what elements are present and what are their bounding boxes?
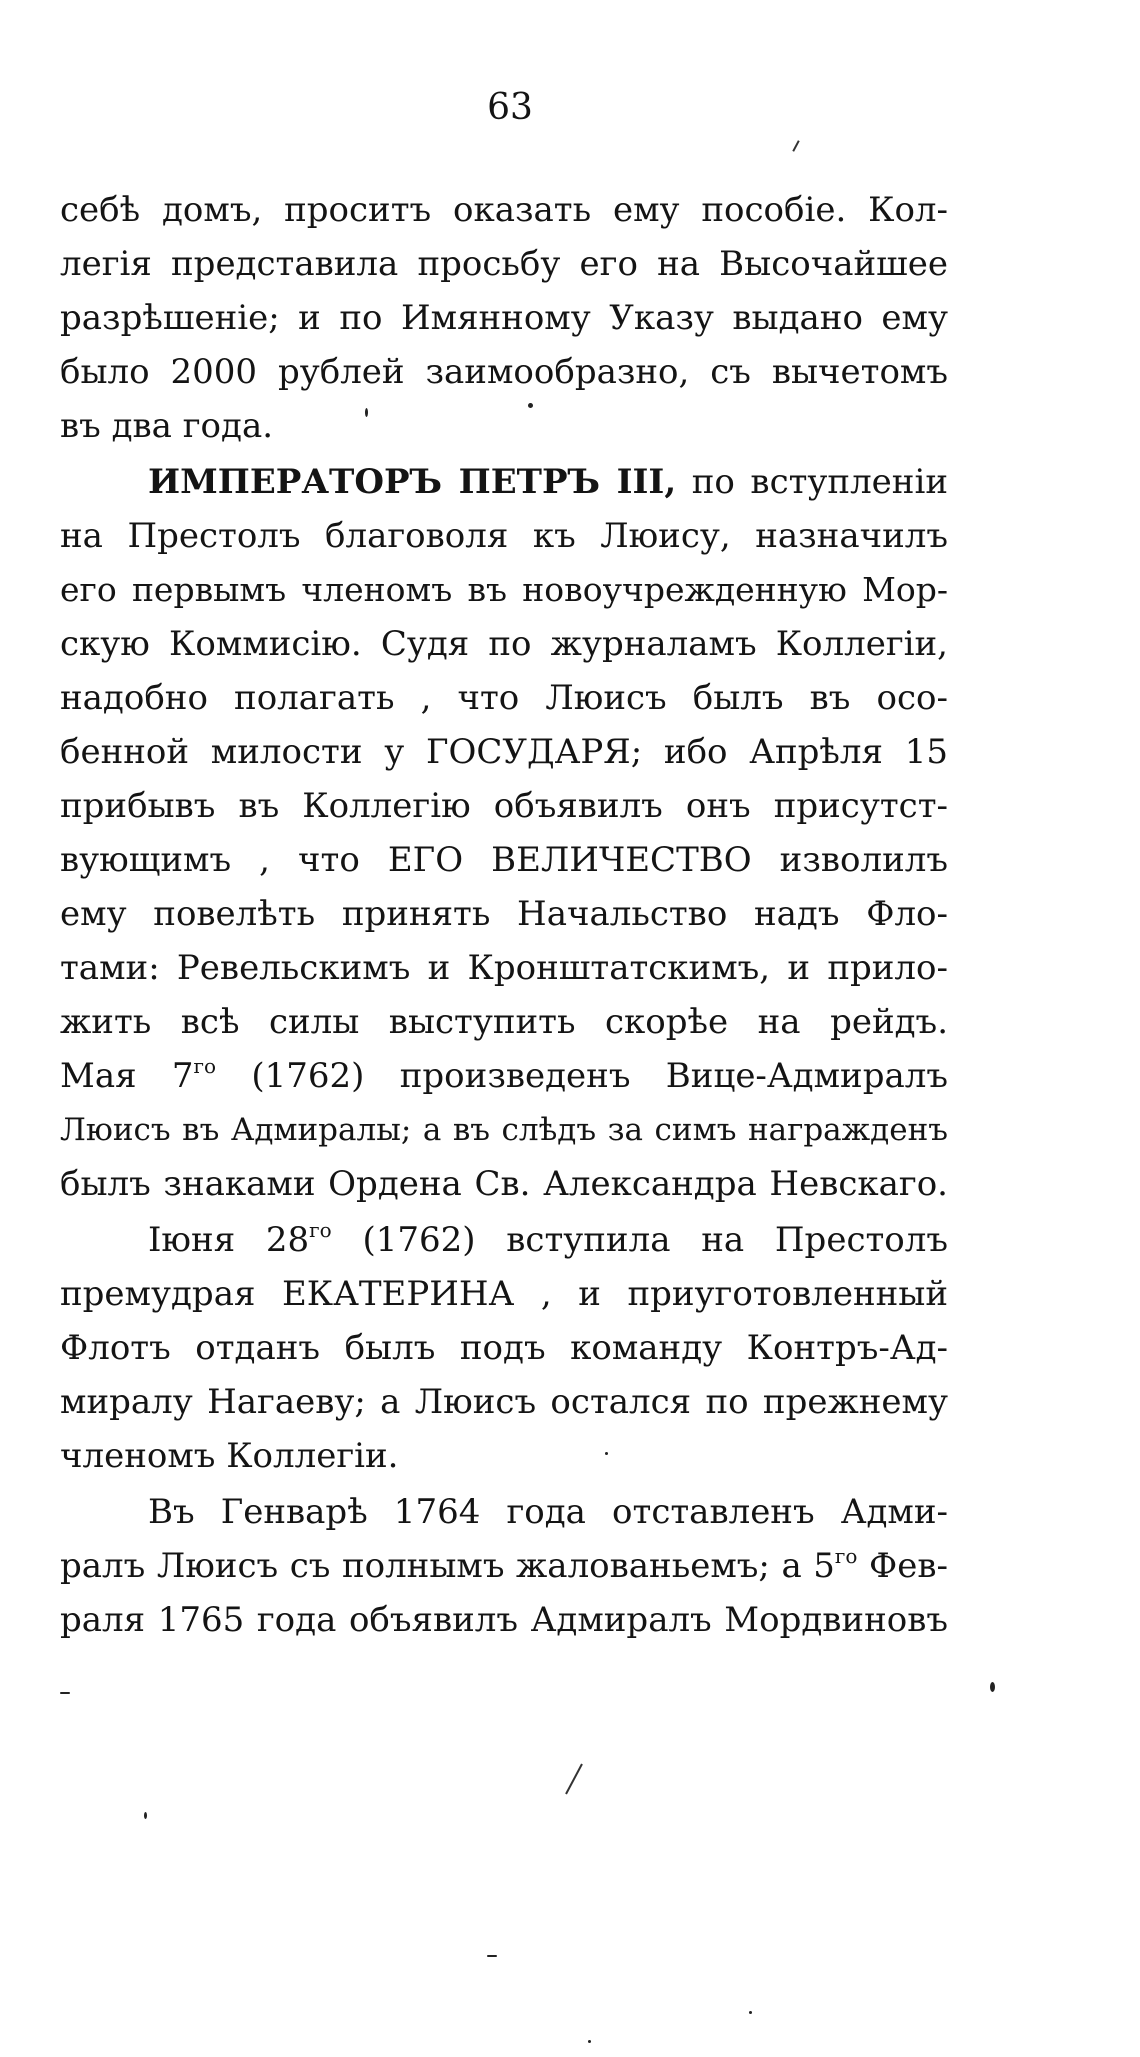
text-line: легія представила просьбу его на Высочайшее — [60, 244, 948, 284]
text-line: раля 1765 года объявилъ Адмиралъ Мордвиновъ — [60, 1600, 948, 1640]
scan-speck — [990, 1682, 995, 1692]
text-line: ралъ Люисъ съ полнымъ жалованьемъ; а $5^{го}$ Фев- — [60, 1544, 948, 1586]
scan-speck — [60, 1692, 70, 1694]
scan-speck — [365, 408, 368, 417]
text-line: Въ Генварѣ 1764 года отставленъ Адми- — [148, 1492, 948, 1532]
text-line: былъ знаками Ордена Св. Александра Невскаго. — [60, 1164, 948, 1204]
text-line: жить всѣ силы выступить скорѣе на рейдъ. — [60, 1002, 948, 1042]
text-line: Флотъ отданъ былъ подъ команду Контръ-Ад- — [60, 1328, 948, 1368]
text-line: разрѣшеніе; и по Имянному Указу выдано ему — [60, 298, 948, 338]
text-line: Мая $7^{го}$ (1762) произведенъ Вице-Адмиралъ — [60, 1054, 948, 1096]
body-text — [60, 183, 948, 1649]
paragraph-4 — [60, 1485, 948, 1647]
page-number: 63 — [487, 87, 533, 128]
text-line: прибывъ въ Коллегію объявилъ онъ присутст- — [60, 786, 948, 826]
scan-speck — [749, 2011, 752, 2014]
text-line: надобно полагать , что Люисъ былъ въ осо- — [60, 678, 948, 718]
text-line: членомъ Коллегіи. — [60, 1436, 399, 1476]
scan-speck — [144, 1812, 147, 1819]
text-line: Іюня $28^{го}$ (1762) вступила на Престолъ — [148, 1218, 948, 1260]
text-line: въ два года. — [60, 406, 274, 446]
paragraph-3 — [60, 1213, 948, 1483]
paragraph-2 — [60, 455, 948, 1211]
text-line: было 2000 рублей заимообразно, съ вычетомъ — [60, 352, 948, 392]
text-line: ИМПЕРАТОРЪ ПЕТРЪ III, по вступленіи — [148, 462, 949, 502]
scan-speck — [588, 2040, 591, 2043]
scan-speck — [528, 403, 533, 408]
text-line: миралу Нагаеву; а Люисъ остался по прежнему — [60, 1382, 948, 1422]
text-line: ему повелѣть принять Начальство надъ Фло- — [60, 894, 948, 934]
text-line: Люисъ въ Адмиралы; а въ слѣдъ за симъ награжденъ — [60, 1112, 948, 1148]
text-line: его первымъ членомъ въ новоучрежденную Мор- — [60, 570, 948, 609]
text-line: премудрая ЕКАТЕРИНА , и приуготовленный — [60, 1274, 948, 1314]
text-line: себѣ домъ, проситъ оказать ему пособіе. Кол- — [60, 190, 948, 230]
text-line: вующимъ , что ЕГО ВЕЛИЧЕСТВО изволилъ — [60, 840, 948, 880]
paragraph-1 — [60, 183, 948, 453]
text-line: на Престолъ благоволя къ Люису, назначилъ — [60, 516, 948, 556]
text-line: тами: Ревельскимъ и Кронштатскимъ, и прило- — [60, 948, 948, 988]
scan-speck — [605, 1452, 608, 1455]
scan-speck — [487, 1955, 497, 1957]
scan-stroke — [565, 1764, 583, 1795]
text-line: бенной милости у ГОСУДАРЯ; ибо Апрѣля 15 — [60, 732, 948, 772]
text-line: скую Коммисію. Судя по журналамъ Коллегіи, — [60, 624, 948, 664]
scan-stroke — [792, 140, 799, 152]
